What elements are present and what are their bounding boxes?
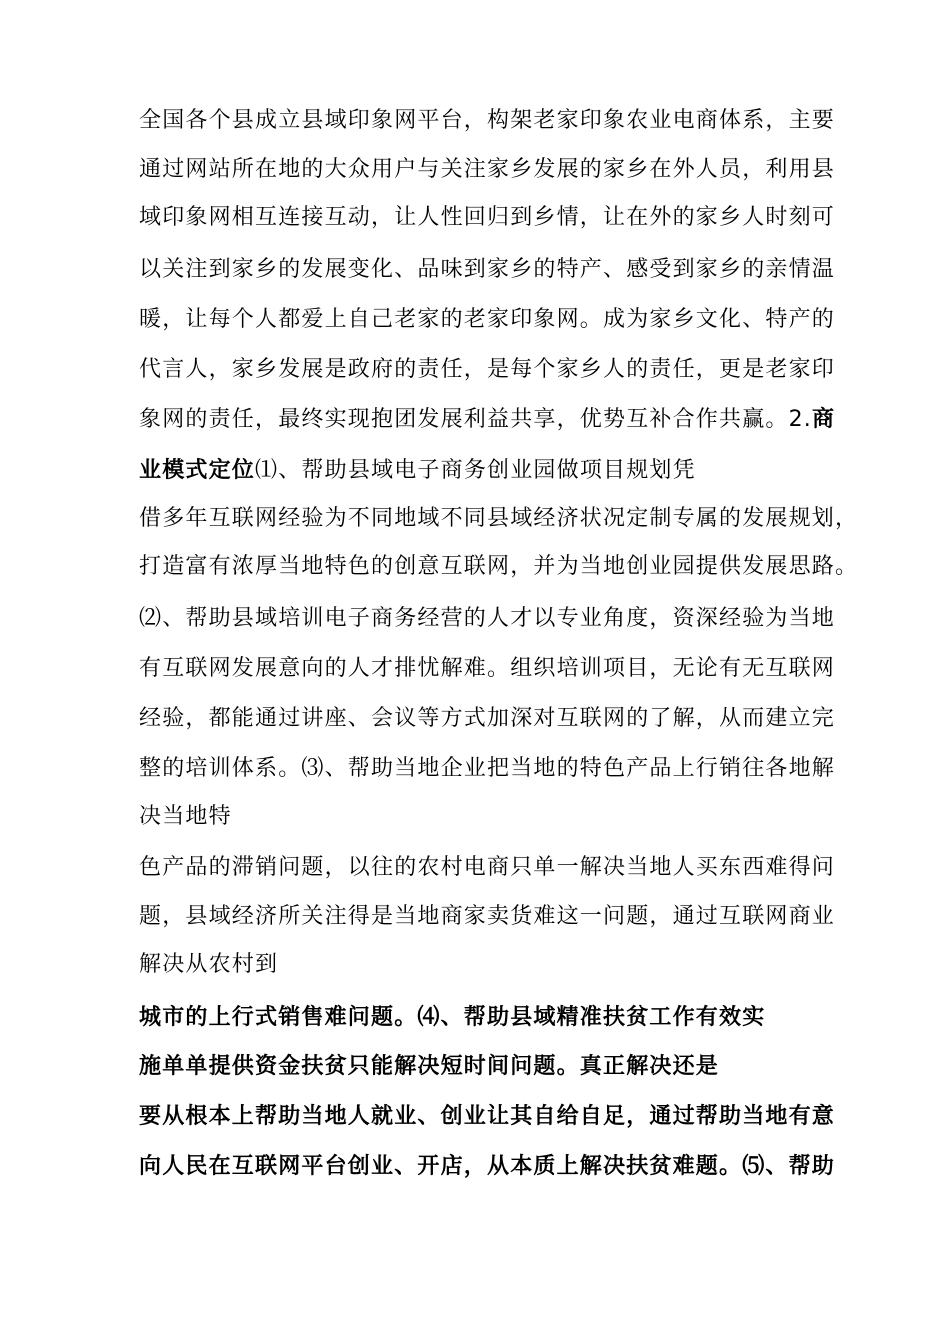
text-line — [139, 300, 859, 340]
text-line — [139, 250, 859, 290]
line-text: 题，县域经济所关注得是当地商家卖货难这一问题，通过互联网商业 — [139, 904, 836, 929]
line-text: 域印象网相互连接互动，让人性回归到乡情，让在外的家乡人时刻可 — [139, 205, 836, 230]
line-text: ⑵、帮助县域培训电子商务经营的人才以专业角度，资深经验为当地 — [139, 606, 836, 631]
text-line — [139, 350, 859, 390]
text-line — [139, 897, 859, 937]
line-text: 通过网站所在地的大众用户与关注家乡发展的家乡在外人员，利用县 — [139, 157, 836, 182]
text-line — [139, 1097, 859, 1137]
line-text: 经验，都能通过讲座、会议等方式加深对互联网的了解，从而建立完 — [139, 706, 836, 731]
heading-fragment: 业模式定位 — [139, 458, 256, 483]
line-text: 色产品的滞销问题，以往的农村电商只单一解决当地人买东西难得问 — [139, 855, 836, 880]
line-text: 要从根本上帮助当地人就业、创业让其自给自足，通过帮助当地有意 — [139, 1104, 836, 1129]
text-line — [139, 547, 859, 587]
text-line — [139, 797, 859, 837]
text-line — [139, 649, 859, 689]
line-text: ⑴、帮助县域电子商务创业园做项目规划凭 — [255, 458, 696, 483]
heading-fragment: 商 — [812, 407, 836, 432]
text-line — [139, 1047, 859, 1087]
text-line — [139, 945, 859, 985]
text-line — [139, 998, 859, 1038]
text-line — [139, 699, 859, 739]
line-text: 解决从农村到 — [139, 952, 279, 977]
line-text: 以关注到家乡的发展变化、品味到家乡的特产、感受到家乡的亲情温 — [139, 257, 836, 282]
line-text: 全国各个县成立县域印象网平台，构架老家印象农业电商体系，主要 — [139, 108, 836, 133]
text-line — [139, 1147, 859, 1187]
line-text: 整的培训体系。⑶、帮助当地企业把当地的特色产品上行销往各地解 — [139, 756, 836, 781]
text-line — [139, 599, 859, 639]
line-text: 暖，让每个人都爱上自己老家的老家印象网。成为家乡文化、特产的 — [139, 307, 836, 332]
text-line — [139, 451, 859, 491]
text-line — [139, 499, 859, 539]
line-text: 象网的责任，最终实现抱团发展利益共享，优势互补合作共赢。2. — [139, 407, 812, 432]
text-line — [139, 150, 859, 190]
line-text: 施单单提供资金扶贫只能解决短时间问题。真正解决还是 — [139, 1054, 720, 1079]
line-text: 决当地特 — [139, 804, 232, 829]
text-line — [139, 749, 859, 789]
text-line — [139, 400, 859, 440]
line-text: 借多年互联网经验为不同地域不同县域经济状况定制专属的发展规划， — [139, 506, 859, 531]
line-text: 打造富有浓厚当地特色的创意互联网，并为当地创业园提供发展思路。 — [139, 554, 859, 579]
line-text: 城市的上行式销售难问题。⑷、帮助县域精准扶贫工作有效实 — [139, 1005, 766, 1030]
line-text: 有互联网发展意向的人才排忧解难。组织培训项目，无论有无互联网 — [139, 656, 836, 681]
line-text: 代言人，家乡发展是政府的责任，是每个家乡人的责任，更是老家印 — [139, 357, 836, 382]
text-line — [139, 198, 859, 238]
text-line — [139, 101, 859, 141]
line-text: 向人民在互联网平台创业、开店，从本质上解决扶贫难题。⑸、帮助 — [139, 1154, 836, 1179]
text-line — [139, 848, 859, 888]
